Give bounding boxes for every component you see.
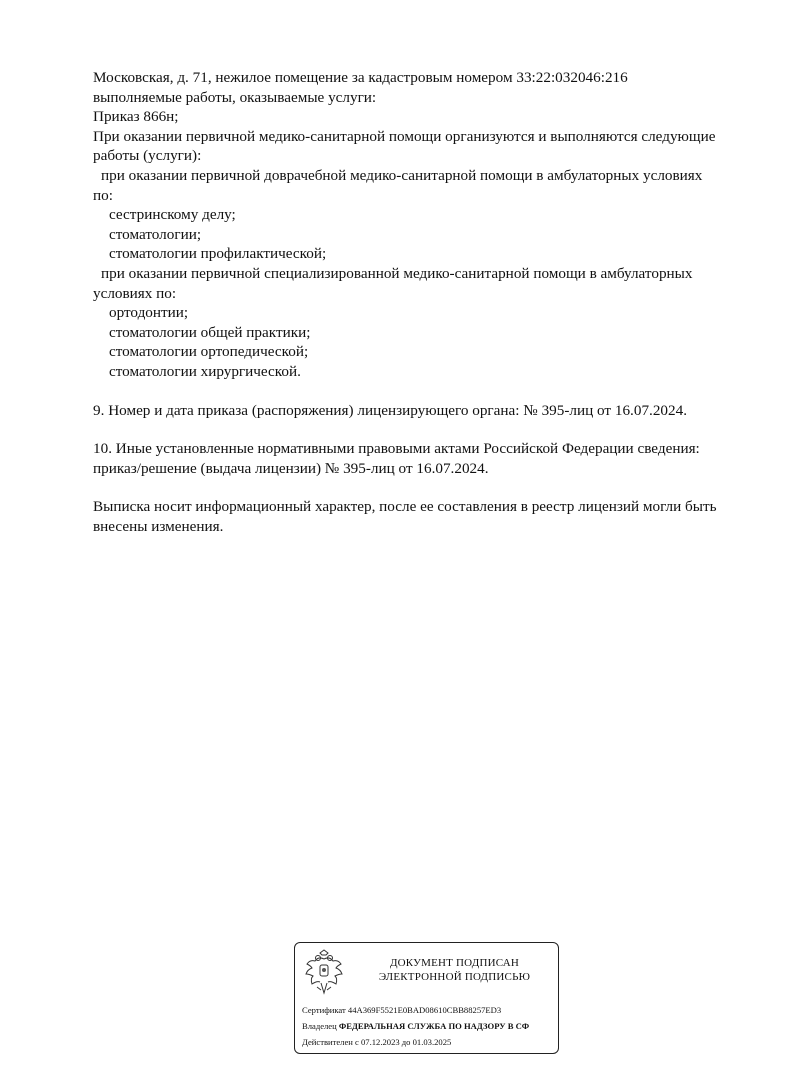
service-item: стоматологии хирургической.	[109, 362, 301, 380]
paragraph-gap	[93, 382, 763, 401]
owner-value: ФЕДЕРАЛЬНАЯ СЛУЖБА ПО НАДЗОРУ В СФ	[338, 1021, 530, 1031]
document-body	[93, 68, 763, 536]
service-item: стоматологии общей практики;	[109, 323, 311, 341]
paragraph-gap	[93, 420, 763, 439]
service-item: ортодонтии;	[109, 304, 189, 322]
service-item: стоматологии ортопедической;	[109, 343, 309, 361]
other-info-item: приказ/решение (выдача лицензии) № 395-лиц от 16.07.2024.	[93, 459, 489, 477]
certificate-value: 44A369F5521E0BAD08610CBB88257ED3	[347, 1005, 502, 1015]
stamp-details	[302, 1002, 559, 1050]
stamp-title-line: ЭЛЕКТРОННОЙ ПОДПИСЬЮ	[378, 971, 531, 983]
document-line: условиях по:	[93, 284, 177, 302]
service-item: стоматологии;	[109, 225, 202, 243]
document-line: при оказании первичной доврачебной медико-санитарной помощи в амбулаторных условиях	[101, 166, 703, 184]
double-headed-eagle-icon	[303, 949, 345, 997]
electronic-signature-stamp	[294, 942, 559, 1054]
certificate-label: Сертификат	[302, 1005, 346, 1015]
paragraph-gap	[93, 478, 763, 497]
document-line: выполняемые работы, оказываемые услуги:	[93, 88, 377, 106]
document-line: по:	[93, 186, 113, 204]
stamp-title-line: ДОКУМЕНТ ПОДПИСАН	[389, 957, 520, 969]
document-line: Московская, д. 71, нежилое помещение за кадастровым номером 33:22:032046:216	[93, 69, 628, 86]
document-line: работы (услуги):	[93, 147, 202, 165]
document-line: При оказании первичной медико-санитарной помощи организуются и выполняются следующие	[93, 127, 716, 145]
owner-row	[302, 1018, 559, 1034]
service-item: сестринскому делу;	[109, 206, 236, 224]
validity-row: Действителен с 07.12.2023 до 01.03.2025	[302, 1037, 452, 1047]
stamp-title	[355, 956, 554, 984]
other-info-item: 10. Иные установленные нормативными правовыми актами Российской Федерации сведения:	[93, 440, 700, 458]
document-line: Приказ 866н;	[93, 108, 179, 126]
disclaimer-note: Выписка носит информационный характер, после ее составления в реестр лицензий могли быть	[93, 498, 717, 516]
owner-label: Владелец	[302, 1021, 337, 1031]
disclaimer-note: внесены изменения.	[93, 517, 224, 535]
certificate-row	[302, 1002, 559, 1018]
order-number-item: 9. Номер и дата приказа (распоряжения) лицензирующего органа: № 395-лиц от 16.07.2024.	[93, 401, 688, 419]
document-line: при оказании первичной специализированной медико-санитарной помощи в амбулаторных	[101, 264, 693, 282]
service-item: стоматологии профилактической;	[109, 245, 327, 263]
